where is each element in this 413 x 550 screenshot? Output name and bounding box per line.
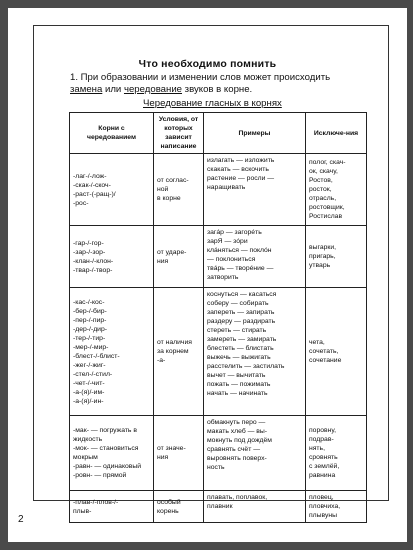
cell-roots-line: -раст-(-ращ-)/ — [73, 190, 116, 198]
cell-condition — [154, 491, 204, 523]
header-exceptions: Исключе-ния — [306, 113, 367, 154]
cell-examples-line: коснуться — касаться — [207, 291, 277, 298]
cell-exceptions — [306, 416, 367, 491]
cell-examples-line: растение — росли — — [207, 175, 275, 182]
page-number: 2 — [18, 514, 24, 525]
cell-condition-line: корень — [157, 507, 179, 515]
cell-exceptions-line: сровнять — [309, 454, 338, 461]
cell-exceptions-line: чета, — [309, 339, 325, 346]
cell-examples — [204, 491, 306, 523]
cell-examples-line: твáрь — творéние — — [207, 265, 274, 272]
cell-roots — [70, 416, 154, 491]
cell-roots — [70, 288, 154, 416]
cell-examples-line: скакать — вскочить — [207, 166, 269, 173]
rule-part2: или — [102, 84, 124, 95]
cell-exceptions-line: ростовщик, — [309, 204, 345, 211]
cell-examples-line: пожать — пожимать — [207, 381, 271, 388]
cell-examples-line: блестеть — блистать — [207, 345, 274, 352]
cell-exceptions-line: отрасль, — [309, 195, 337, 202]
cell-condition-line: в корне — [157, 195, 181, 202]
cell-roots-line: -зар-/-зор- — [73, 248, 106, 256]
cell-roots-line: -плав-/-плов-/- — [73, 498, 119, 506]
cell-condition-line: -а- — [157, 357, 166, 364]
table-body — [70, 154, 367, 523]
cell-roots-line: -бер-/-бир- — [73, 307, 107, 315]
cell-examples-line: загáр — загорéть — [207, 229, 262, 236]
cell-exceptions-line: утварь — [309, 262, 331, 269]
cell-roots-line: -жег-/-жиг- — [73, 361, 106, 369]
cell-exceptions-line: пригарь, — [309, 253, 336, 260]
cell-exceptions-line: сочетание — [309, 357, 342, 364]
section-subtitle: Чередование гласных в корнях — [143, 98, 282, 109]
cell-exceptions-line: плывуны — [309, 512, 338, 519]
cell-examples-line: соберу — собирать — [207, 300, 269, 307]
cell-roots-line: -кас-/-кос- — [73, 298, 105, 306]
cell-condition-line: от соглас- — [157, 177, 189, 184]
header-roots: Корни с чередованием — [70, 113, 154, 154]
cell-roots — [70, 226, 154, 288]
cell-roots-line: -блест-/-блист- — [73, 352, 120, 360]
cell-examples — [204, 288, 306, 416]
cell-examples-line: раздеру — раздирать — [207, 318, 276, 325]
cell-examples-line: ность — [207, 464, 225, 471]
cell-examples-line: вычет — вычитать — [207, 372, 266, 379]
cell-roots-line: плыв- — [73, 507, 92, 515]
cell-roots — [70, 154, 154, 226]
page-title: Что необходимо помнить — [138, 58, 277, 70]
cell-examples-line: расстелить — застилать — [207, 363, 285, 370]
rule-part3: звуков в корне. — [182, 84, 253, 95]
cell-exceptions — [306, 226, 367, 288]
cell-examples-line: начать — начинать — [207, 390, 268, 397]
cell-exceptions-line: ок, скачу, — [309, 168, 338, 175]
rule-term-zamena: замена — [70, 84, 103, 95]
cell-examples — [204, 416, 306, 491]
cell-roots-line: -стел-/-стил- — [73, 370, 113, 378]
cell-roots-line: мокрым — [73, 454, 98, 461]
table-row — [70, 416, 367, 491]
cell-condition — [154, 288, 204, 416]
cell-roots-line: -лаг-/-лож- — [73, 172, 107, 180]
cell-examples — [204, 226, 306, 288]
cell-examples-line: обмакнуть перо — — [207, 419, 266, 426]
cell-condition-line: от значе- — [157, 445, 186, 452]
cell-exceptions-line: Ростислав — [309, 213, 343, 220]
cell-exceptions — [306, 154, 367, 226]
cell-roots-line: -пер-/-пир- — [73, 316, 107, 324]
cell-examples-line: мокнуть под дождём — [207, 437, 272, 444]
page — [8, 8, 407, 542]
cell-examples-line: наращивать — [207, 184, 246, 191]
rule-part1: 1. При образовании и изменении слов может происходить — [70, 72, 331, 83]
cell-examples-line: клáняться — поклóн — [207, 247, 272, 254]
table-header-row — [70, 113, 367, 154]
cell-examples-line: плавать, поплавок, — [207, 494, 268, 501]
cell-examples-line: стереть — стирать — [207, 327, 267, 334]
cell-condition — [154, 416, 204, 491]
cell-examples-line: замереть — замирать — [207, 336, 277, 343]
cell-exceptions-line: нять, — [309, 445, 325, 452]
cell-condition — [154, 154, 204, 226]
cell-roots-line: -тер-/-тир- — [73, 334, 106, 342]
cell-examples-line: выровнять поверх- — [207, 455, 267, 462]
cell-roots — [70, 491, 154, 523]
cell-exceptions — [306, 491, 367, 523]
header-examples: Примеры — [204, 113, 306, 154]
cell-roots-line: -мер-/-мир- — [73, 343, 109, 351]
cell-roots-line: -а-(я)/-ин- — [73, 397, 104, 405]
cell-examples-line: сравнять счёт — — [207, 446, 260, 453]
cell-exceptions-line: поровну, — [309, 427, 336, 434]
cell-condition-line: за корнем — [157, 348, 189, 355]
cell-exceptions-line: пловец, — [309, 494, 334, 501]
cell-examples-line: зарЯ — зóри — [207, 238, 248, 245]
cell-examples — [204, 154, 306, 226]
header-conditions: Условия, от которых зависит написание — [154, 113, 204, 154]
cell-exceptions-line: с землёй, — [309, 463, 340, 470]
cell-roots-line: жидкость — [73, 436, 103, 443]
cell-roots-line: -рос- — [73, 199, 89, 207]
cell-roots-line: -гар-/-гор- — [73, 239, 104, 247]
rule-text — [70, 72, 365, 96]
cell-condition-line: ной — [157, 186, 169, 193]
cell-exceptions-line: равнина — [309, 472, 336, 479]
cell-condition-line: особый — [157, 498, 181, 506]
cell-examples-line: плавник — [207, 503, 233, 510]
cell-examples-line: излагать — изложить — [207, 157, 275, 164]
cell-roots-line: -ровн- — прямой — [73, 472, 127, 479]
cell-roots-line: -равн- — одинаковый — [73, 463, 142, 470]
cell-condition-line: от ударе- — [157, 248, 187, 256]
cell-roots-line: -дер-/-дир- — [73, 325, 108, 333]
alternation-table — [69, 112, 367, 523]
rule-term-cheredovanie: чередование — [123, 84, 183, 95]
cell-roots-line: -твар-/-твор- — [73, 266, 113, 274]
cell-roots-line: -чет-/-чит- — [73, 379, 105, 387]
cell-exceptions-line: росток, — [309, 186, 332, 193]
table-row — [70, 226, 367, 288]
cell-condition-line: ния — [157, 454, 169, 461]
cell-roots-line: -клан-/-клон- — [73, 257, 114, 265]
cell-exceptions-line: сочетать, — [309, 348, 339, 355]
cell-exceptions-line: полог, скач- — [309, 159, 346, 166]
cell-roots-line: -мак- — погружать в — [73, 427, 137, 434]
cell-examples-line: затворить — [207, 274, 239, 281]
cell-exceptions-line: Ростов, — [309, 177, 333, 184]
cell-exceptions-line: подрав- — [309, 436, 334, 443]
cell-exceptions-line: пловчиха, — [309, 503, 341, 510]
cell-examples-line: запереть — запирать — [207, 309, 275, 316]
cell-examples-line: макать хлеб — вы- — [207, 428, 268, 435]
cell-roots-line: -а-(я)/-им- — [73, 388, 105, 396]
cell-examples-line: выжечь — выжигать — [207, 354, 271, 361]
cell-condition-line: ния — [157, 257, 169, 265]
cell-roots-line: -мок- — становиться — [73, 445, 139, 452]
table-row — [70, 154, 367, 226]
cell-condition — [154, 226, 204, 288]
cell-exceptions — [306, 288, 367, 416]
cell-roots-line: -скак-/-скоч- — [73, 181, 111, 189]
table-row — [70, 288, 367, 416]
cell-examples-line: — поклониться — [207, 256, 256, 263]
table-row — [70, 491, 367, 523]
cell-condition-line: от наличия — [157, 339, 192, 346]
cell-exceptions-line: выгарки, — [309, 244, 337, 251]
